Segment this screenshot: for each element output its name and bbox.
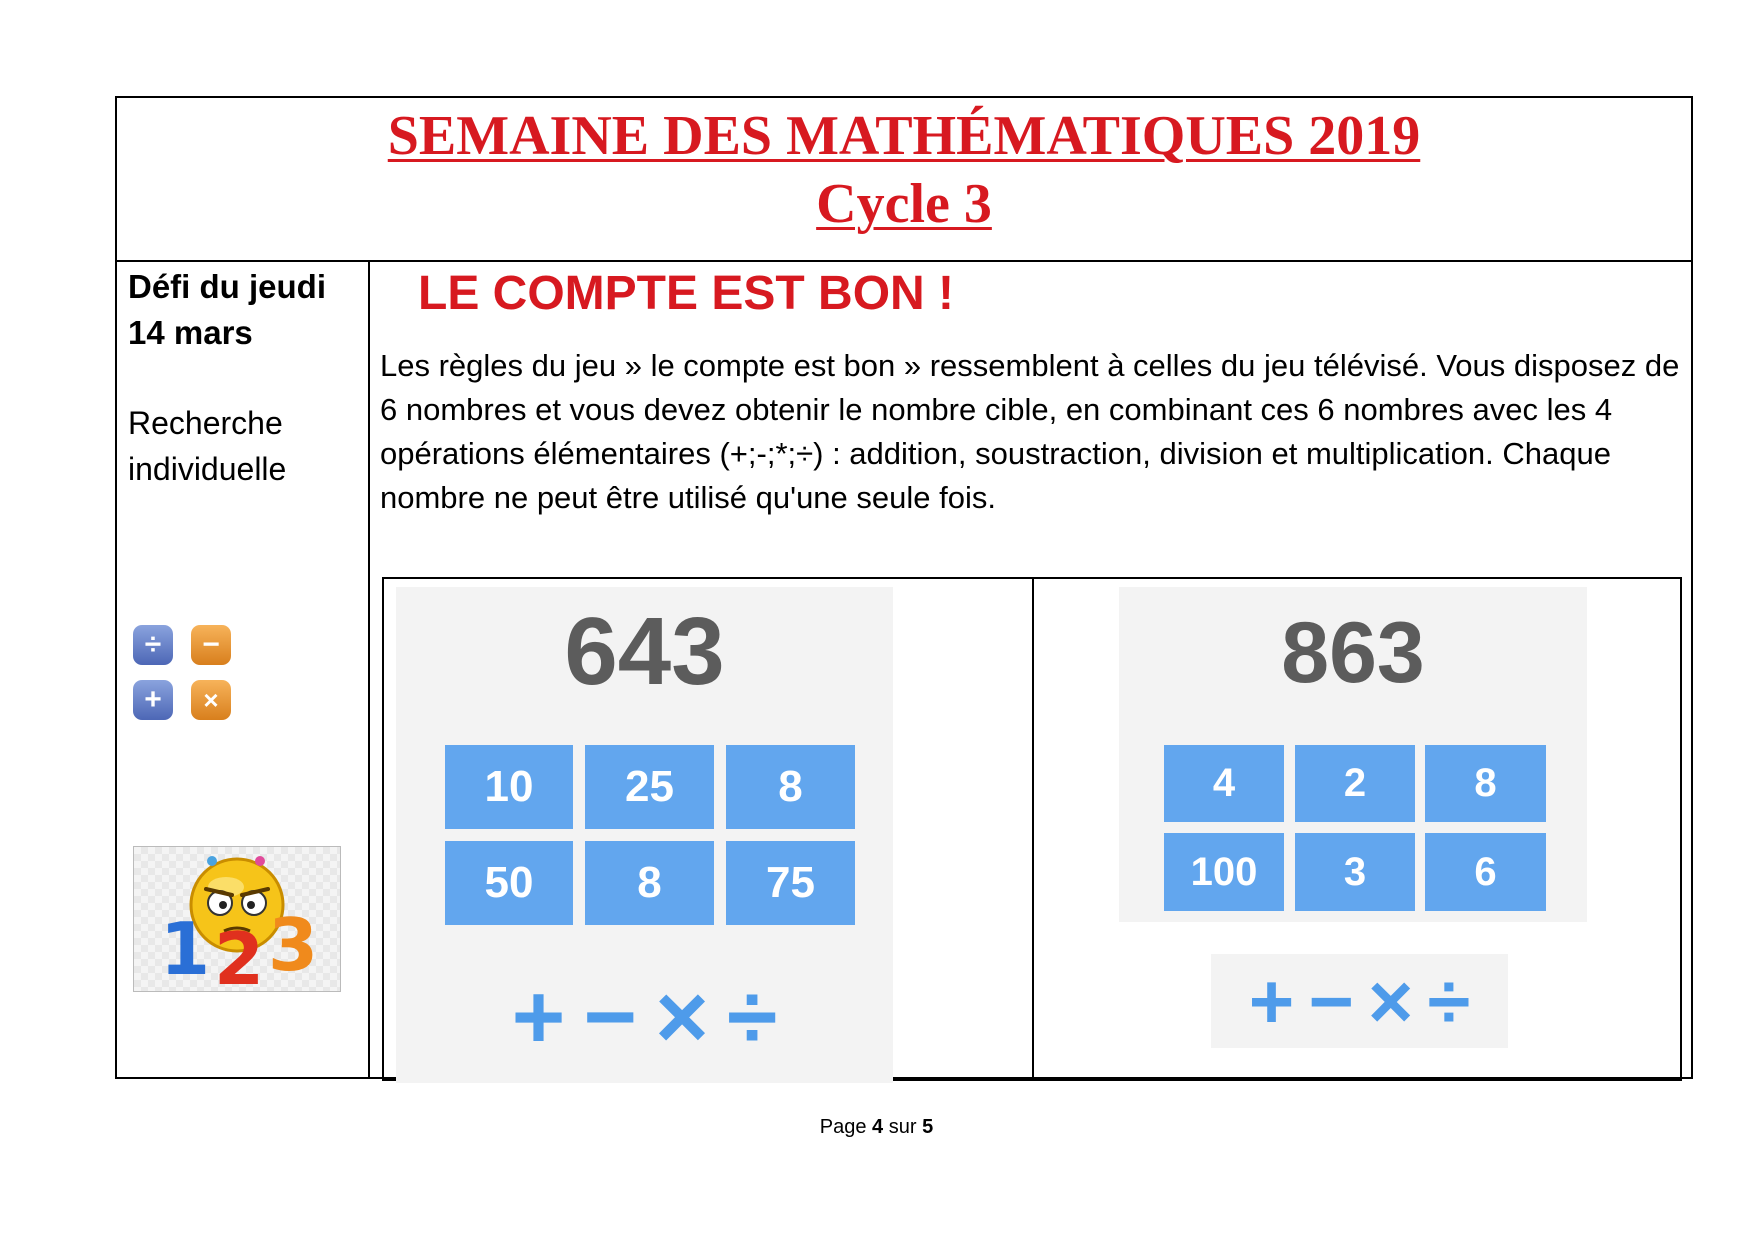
number-tile: 8 <box>1425 745 1546 822</box>
puzzle-card-1 <box>396 587 893 1083</box>
number-tile: 3 <box>1295 833 1415 911</box>
puzzle-table <box>382 577 1682 1081</box>
divide-icon: ÷ <box>1427 956 1471 1045</box>
challenge-date <box>128 264 326 356</box>
multiply-icon: × <box>191 680 231 720</box>
info-column <box>117 262 370 1077</box>
work-mode <box>128 400 286 492</box>
challenge-column <box>370 262 1691 1077</box>
game-title: LE COMPTE EST BON ! <box>418 267 955 320</box>
operator-row <box>1211 954 1508 1048</box>
emoji-digit-three: 3 <box>268 903 319 987</box>
emoji-digit-two: 2 <box>214 917 265 1001</box>
calculator-operations-icon <box>130 622 238 724</box>
work-mode-line2: individuelle <box>128 451 287 487</box>
puzzle-divider <box>1032 579 1034 1079</box>
minus-icon: − <box>1308 956 1354 1045</box>
number-tile: 100 <box>1164 833 1284 911</box>
divide-icon: ÷ <box>133 625 173 665</box>
multiply-icon: × <box>655 965 709 1068</box>
header <box>117 98 1691 262</box>
worksheet-frame <box>115 96 1693 1079</box>
plus-icon: + <box>511 965 566 1068</box>
page-label: Page <box>819 1116 867 1138</box>
number-tile: 50 <box>445 841 573 925</box>
page-footer <box>0 1116 1753 1139</box>
challenge-date-value: 14 mars <box>128 314 253 351</box>
page-title: SEMAINE DES MATHÉMATIQUES 2019 <box>387 105 1421 167</box>
multiply-icon: × <box>1367 956 1414 1045</box>
target-number: 643 <box>564 598 725 705</box>
minus-icon: − <box>583 965 638 1068</box>
puzzle-card-2 <box>1119 587 1587 922</box>
target-number: 863 <box>1281 605 1425 701</box>
number-tile: 4 <box>1164 745 1284 822</box>
number-tile: 6 <box>1425 833 1546 911</box>
game-rules: Les règles du jeu » le compte est bon » ressemblent à celles du jeu télévisé. Vous disposez de 6 nombres et vous devez obtenir le nombre cible, en combinant ces 6 nombres avec les 4 opérations élémentaires (+;-;*;÷) : addition, soustraction, division et multiplication. Chaque nombre ne peut être utilisé qu'une seule fois. <box>380 348 1680 515</box>
page-separator: sur <box>888 1116 917 1138</box>
page-subtitle: Cycle 3 <box>816 173 992 235</box>
number-tile: 2 <box>1295 745 1415 822</box>
number-tile: 25 <box>585 745 714 829</box>
challenge-day: Défi du jeudi <box>128 268 326 305</box>
number-tile: 10 <box>445 745 573 829</box>
plus-icon: + <box>1248 956 1295 1045</box>
operator-row <box>396 967 893 1067</box>
number-tile: 75 <box>726 841 855 925</box>
page-total: 5 <box>922 1116 934 1138</box>
thinking-emoji-image <box>133 846 341 1001</box>
number-tile: 8 <box>726 745 855 829</box>
number-tile: 8 <box>585 841 714 925</box>
divide-icon: ÷ <box>726 965 778 1068</box>
work-mode-line1: Recherche <box>128 405 283 441</box>
emoji-digit-one: 1 <box>160 907 211 991</box>
minus-icon: − <box>191 625 231 665</box>
page-current: 4 <box>872 1116 884 1138</box>
plus-icon: + <box>133 680 173 720</box>
